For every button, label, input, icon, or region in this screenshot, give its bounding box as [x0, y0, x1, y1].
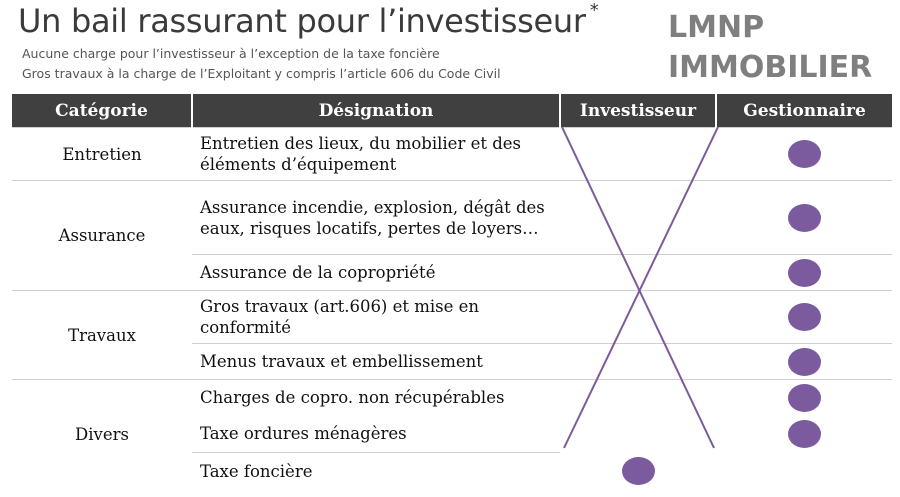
header-investisseur: Investisseur: [560, 94, 716, 128]
table-row: [12, 128, 892, 181]
page-title-text: Un bail rassurant pour l’investisseur: [18, 2, 586, 40]
category-entretien: Entretien: [12, 128, 192, 181]
investisseur-cell: [560, 380, 716, 416]
header-designation: Désignation: [192, 94, 560, 128]
investisseur-cell: [560, 291, 716, 344]
designation-cell: Entretien des lieux, du mobilier et des éléments d’équipement: [192, 128, 560, 181]
designation-cell: Gros travaux (art.606) et mise en conformité: [192, 291, 560, 344]
gestionnaire-cell: [716, 291, 892, 344]
responsibility-dot: [622, 457, 655, 485]
table-row: [12, 291, 892, 344]
designation-cell: Charges de copro. non récupérables: [192, 380, 560, 416]
investisseur-cell: [560, 453, 716, 490]
responsibility-dot: [788, 303, 821, 331]
gestionnaire-cell: [716, 344, 892, 380]
header-categorie: Catégorie: [12, 94, 192, 128]
brand-line-1: LMNP: [668, 10, 765, 45]
designation-cell: Assurance de la copropriété: [192, 255, 560, 291]
responsibility-dot: [788, 259, 821, 287]
gestionnaire-cell: [716, 380, 892, 416]
brand-line-2: IMMOBILIER: [668, 50, 873, 85]
table-row: [12, 181, 892, 255]
page-title: [18, 2, 598, 40]
designation-cell: Taxe ordures ménagères: [200, 424, 407, 444]
designation-cell: Assurance incendie, explosion, dégât des eaux, risques locatifs, pertes de loyers…: [192, 181, 560, 255]
responsibility-dot: [788, 420, 821, 448]
investisseur-cell: [560, 344, 716, 380]
investisseur-cell: [560, 255, 716, 291]
responsibility-dot: [788, 204, 821, 232]
gestionnaire-cell: [716, 453, 892, 490]
category-assurance: Assurance: [12, 181, 192, 291]
responsibility-dot: [788, 384, 821, 412]
investisseur-cell: [560, 416, 716, 453]
investisseur-cell: [560, 181, 716, 255]
category-travaux: Travaux: [12, 291, 192, 380]
investisseur-cell: [560, 128, 716, 181]
table-header-row: [12, 94, 892, 128]
table-row: [12, 380, 892, 416]
gestionnaire-cell: [716, 181, 892, 255]
category-divers: Divers: [12, 380, 192, 490]
designation-cell: Taxe foncière: [192, 453, 560, 490]
gestionnaire-cell: [716, 128, 892, 181]
charges-table: [12, 94, 892, 490]
title-footnote-mark: *: [589, 0, 599, 22]
designation-cell: Menus travaux et embellissement: [192, 344, 560, 380]
responsibility-dot: [788, 348, 821, 376]
gestionnaire-cell: [716, 255, 892, 291]
subtitle-line-2: Gros travaux à la charge de l’Exploitant y compris l’article 606 du Code Civil: [22, 66, 501, 81]
responsibility-dot: [788, 140, 821, 168]
header-gestionnaire: Gestionnaire: [716, 94, 892, 128]
brand-logo: [668, 8, 872, 88]
subtitle-line-1: Aucune charge pour l’investisseur à l’exception de la taxe foncière: [22, 46, 440, 61]
gestionnaire-cell: [716, 416, 892, 453]
